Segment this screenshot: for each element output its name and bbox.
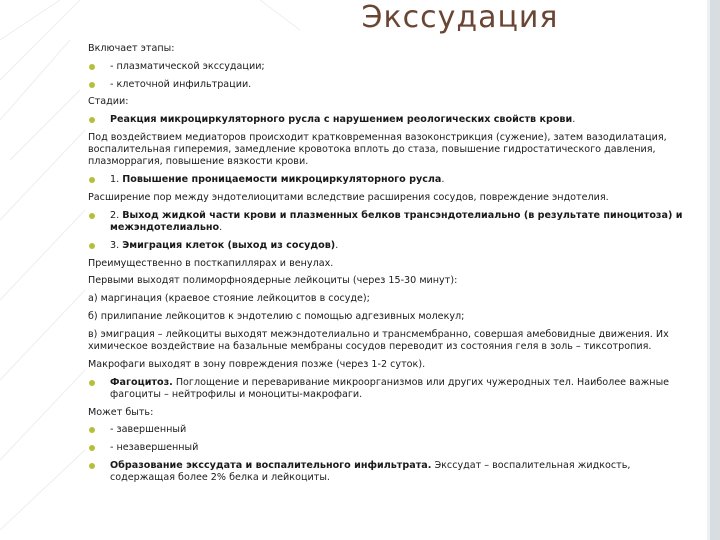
bullet-cell-infiltration: - клеточной инфильтрации. — [88, 79, 698, 91]
bullet-icon — [89, 380, 95, 386]
bullet-icon — [89, 64, 95, 70]
bullet-icon — [89, 117, 95, 123]
paragraph-pores: Расширение пор между эндотелиоцитами вследствие расширения сосудов, повреждение эндотелия. — [88, 191, 609, 203]
paragraph-may-be: Может быть: — [88, 406, 154, 418]
bullet-completed: - завершенный — [88, 424, 698, 436]
right-frame — [710, 0, 720, 540]
bullet-incomplete: - незавершенный — [88, 442, 698, 454]
bullet-icon — [89, 82, 95, 88]
bullet-phagocytosis: Фагоцитоз. Поглощение и переваривание микроорганизмов или других чужеродных тел. Наиболее важные фагоциты – нейтрофилы и моноциты-макрофаги. — [88, 377, 698, 401]
paragraph-mediators: Под воздействием медиаторов происходит кратковременная вазоконстрикция (сужение), затем вазодилатация, воспалительная гиперемия, замедление кровотока вплоть до стаза, повышение гидростатического давления, плазморрагия, повышение вязкости крови. — [88, 131, 667, 168]
text-line-stages-intro: Включает этапы: — [88, 43, 175, 54]
paragraph-emigration: в) эмиграция – лейкоциты выходят межэндотелиально и трансмембранно, совершая амебовидные движения. Их химическое воздействие на базальные мембраны сосудов переводит из состояния геля в золь – тиксотропия. — [88, 328, 669, 352]
bullet-icon — [89, 243, 95, 249]
bullet-microcirculation-reaction: Реакция микроциркуляторного русла с нарушением реологических свойств крови. — [88, 114, 698, 126]
bullet-icon — [89, 177, 95, 183]
bullet-icon — [89, 445, 95, 451]
bullet-plasma-exudation: - плазматической экссудации; — [88, 61, 698, 73]
paragraph-first-leukocytes: Первыми выходят полиморфноядерные лейкоциты (через 15-30 минут): — [88, 275, 458, 287]
text-line-stages: Стадии: — [88, 96, 129, 108]
bullet-icon — [89, 213, 95, 219]
paragraph-macrophages: Макрофаги выходят в зону повреждения позже (через 1-2 суток). — [88, 358, 426, 370]
bullet-permeability: 1. Повышение проницаемости микроциркуляторного русла. — [88, 174, 698, 186]
bullet-fluid-exit: 2. Выход жидкой части крови и плазменных белков трансэндотелиально (в результате пиноцитоза) и межэндотелиально. — [88, 210, 698, 234]
paragraph-margination: а) маргинация (краевое стояние лейкоцитов в сосуде); — [88, 293, 370, 305]
slide-body — [88, 43, 698, 484]
paragraph-venules: Преимущественно в посткапиллярах и венулах. — [88, 257, 334, 269]
bullet-icon — [89, 427, 95, 433]
bullet-exudate-formation: Образование экссудата и воспалительного инфильтрата. Экссудат – воспалительная жидкость, содержащая более 2% белка и лейкоциты. — [88, 460, 698, 484]
bullet-cell-emigration: 3. Эмиграция клеток (выход из сосудов). — [88, 240, 698, 252]
paragraph-adhesion: б) прилипание лейкоцитов к эндотелию с помощью адгезивных молекул; — [88, 310, 465, 322]
bullet-icon — [89, 463, 95, 469]
slide-title: Экссудация — [361, 0, 559, 35]
